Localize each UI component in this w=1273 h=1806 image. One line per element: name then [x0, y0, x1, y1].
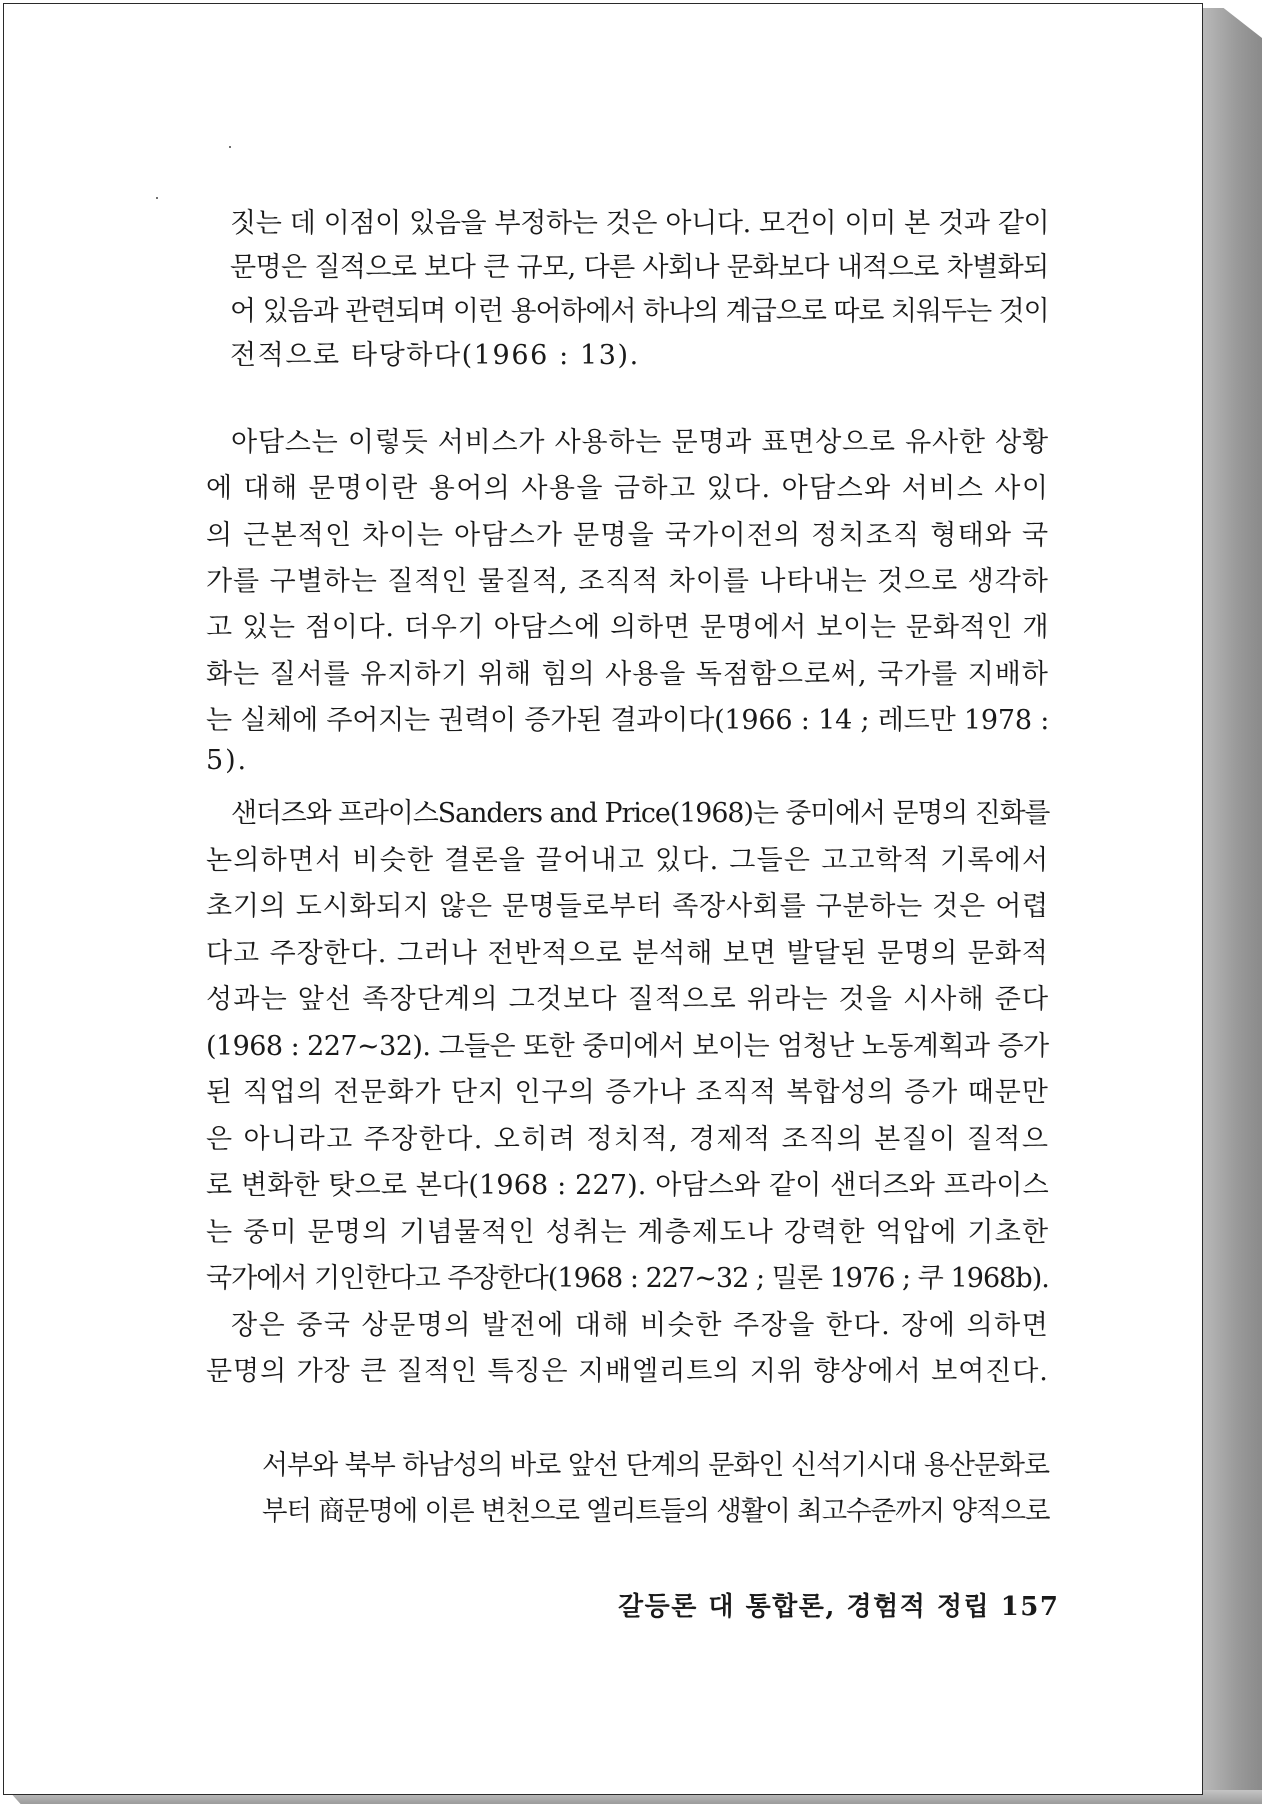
paragraph-line: 에 대해 문명이란 용어의 사용을 금하고 있다. 아담스와 서비스 사이	[206, 473, 1050, 504]
paragraph-line: 샌더즈와 프라이스Sanders and Price(1968)는 중미에서 문명의 진화를	[231, 798, 1050, 829]
book-page	[3, 3, 1203, 1795]
paragraph-line: 가를 구별하는 질적인 물질적, 조직적 차이를 나타내는 것으로 생각하	[206, 566, 1049, 597]
paragraph-line: 는 실체에 주어지는 권력이 증가된 결과이다(1966 : 14 ; 레드만 1978 :	[206, 705, 1050, 736]
quote-line: 서부와 북부 하남성의 바로 앞선 단계의 문화인 신석기시대 용산문화로	[262, 1450, 1050, 1481]
paragraph-line: 의 근본적인 차이는 아담스가 문명을 국가이전의 정치조직 형태와 국	[206, 520, 1050, 551]
paragraph-line: 문명의 가장 큰 질적인 특징은 지배엘리트의 지위 향상에서 보여진다.	[206, 1356, 1049, 1387]
scan-speck	[156, 197, 158, 199]
paragraph-line: 5).	[206, 745, 248, 776]
paragraph-line: 은 아니라고 주장한다. 오히려 정치적, 경제적 조직의 본질이 질적으	[206, 1124, 1050, 1155]
paragraph-line: 된 직업의 전문화가 단지 인구의 증가나 조직적 복합성의 증가 때문만	[206, 1077, 1049, 1108]
paragraph-line: (1968 : 227~32). 그들은 또한 중미에서 보이는 엄청난 노동계획과 증가	[206, 1031, 1049, 1062]
paragraph-line: 초기의 도시화되지 않은 문명들로부터 족장사회를 구분하는 것은 어렵	[206, 891, 1049, 922]
quote-line: 전적으로 타당하다(1966 : 13).	[230, 340, 640, 371]
paragraph-line: 논의하면서 비슷한 결론을 끌어내고 있다. 그들은 고고학적 기록에서	[206, 845, 1050, 876]
paragraph-line: 화는 질서를 유지하기 위해 힘의 사용을 독점함으로써, 국가를 지배하	[206, 659, 1049, 690]
quote-line: 짓는 데 이점이 있음을 부정하는 것은 아니다. 모건이 이미 본 것과 같이	[230, 208, 1050, 239]
paragraph-line: 는 중미 문명의 기념물적인 성취는 계층제도나 강력한 억압에 기초한	[206, 1217, 1050, 1248]
quote-line: 어 있음과 관련되며 이런 용어하에서 하나의 계급으로 따로 치워두는 것이	[230, 296, 1049, 327]
page-edge-right	[1198, 8, 1262, 1798]
running-footer: 갈등론 대 통합론, 경험적 정립 157	[618, 1592, 1060, 1622]
quote-line: 부터 商문명에 이른 변천으로 엘리트들의 생활이 최고수준까지 양적으로	[262, 1496, 1050, 1527]
paragraph-line: 국가에서 기인한다고 주장한다(1968 : 227~32 ; 밀론 1976 ; 쿠 1968b).	[206, 1263, 1049, 1294]
scan-speck	[229, 146, 231, 148]
paragraph-line: 다고 주장한다. 그러나 전반적으로 분석해 보면 발달된 문명의 문화적	[206, 938, 1049, 969]
quote-line: 문명은 질적으로 보다 큰 규모, 다른 사회나 문화보다 내적으로 차별화되	[230, 252, 1049, 283]
paragraph-line: 장은 중국 상문명의 발전에 대해 비슷한 주장을 한다. 장에 의하면	[231, 1310, 1050, 1341]
paragraph-line: 아담스는 이렇듯 서비스가 사용하는 문명과 표면상으로 유사한 상황	[231, 427, 1049, 458]
paragraph-line: 고 있는 점이다. 더우기 아담스에 의하면 문명에서 보이는 문화적인 개	[206, 612, 1050, 643]
paragraph-line: 로 변화한 탓으로 본다(1968 : 227). 아담스와 같이 샌더즈와 프라이스	[206, 1170, 1049, 1201]
paragraph-line: 성과는 앞선 족장단계의 그것보다 질적으로 위라는 것을 시사해 준다	[206, 984, 1050, 1015]
